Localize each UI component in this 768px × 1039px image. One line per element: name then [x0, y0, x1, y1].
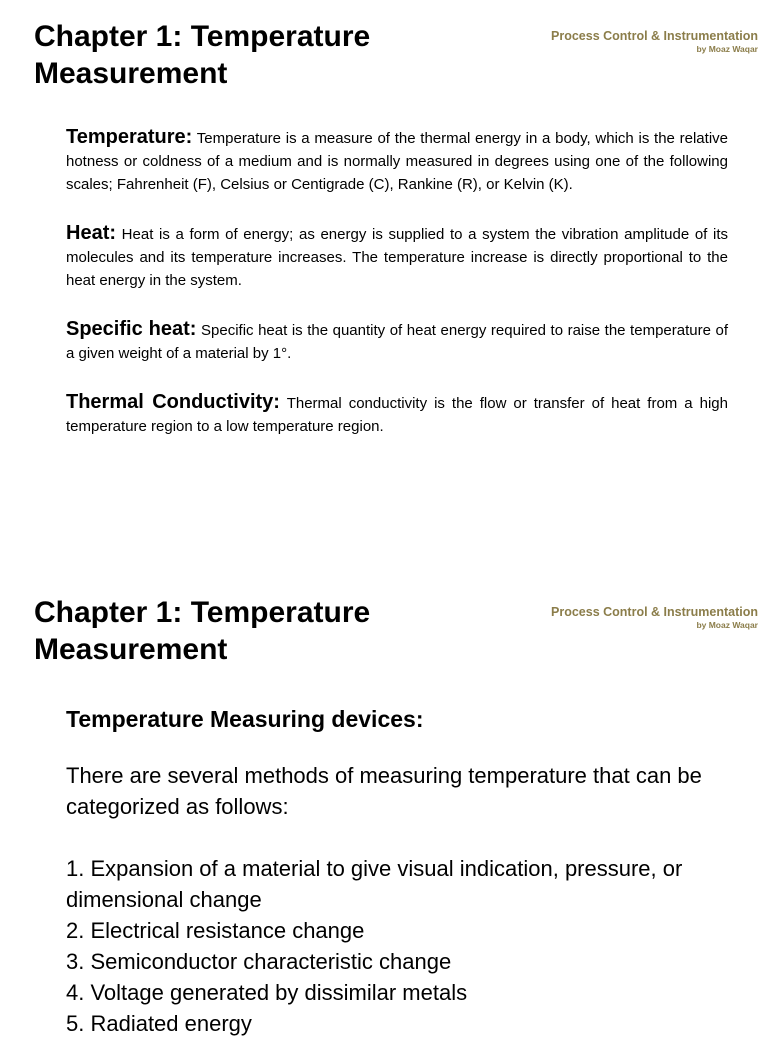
- definition-text: Heat is a form of energy; as energy is supplied to a system the vibration amplitude of its molecules and its temperature increases. The temperature increase is directly proportional to the heat energy in the system.: [66, 226, 728, 289]
- slide-measuring-devices: [0, 576, 768, 1036]
- methods-list: [66, 853, 730, 1039]
- definition-term: Heat:: [66, 222, 117, 244]
- list-item: 5. Radiated energy: [66, 1011, 252, 1036]
- list-item: 4. Voltage generated by dissimilar metals: [66, 980, 468, 1005]
- section-heading: Temperature Measuring devices:: [66, 706, 424, 732]
- chapter-title: Chapter 1: Temperature Measurement: [34, 20, 371, 90]
- definition-heat: [66, 222, 728, 292]
- list-item: 2. Electrical resistance change: [66, 918, 365, 943]
- definition-term: Thermal Conductivity:: [66, 391, 280, 413]
- list-item: 3. Semiconductor characteristic change: [66, 949, 452, 974]
- brand-author: by Moaz Waqar: [696, 620, 758, 630]
- definition-thermal-conductivity: [66, 391, 728, 438]
- definition-term: Specific heat:: [66, 318, 197, 340]
- brand-header: [551, 28, 758, 55]
- brand-name: Process Control & Instrumentation: [551, 605, 758, 619]
- chapter-title: Chapter 1: Temperature Measurement: [34, 596, 371, 666]
- list-item: 1. Expansion of a material to give visual indication, pressure, or dimensional change: [66, 856, 683, 912]
- brand-author: by Moaz Waqar: [696, 44, 758, 54]
- definition-text: Temperature is a measure of the thermal energy in a body, which is the relative hotness or coldness of a medium and is normally measured in degrees using one of the following scales; Fahrenheit (F), Celsius or Centigrade (C), Rankine (R), or Kelvin (K).: [66, 130, 728, 193]
- intro-paragraph: There are several methods of measuring temperature that can be categorized as follows:: [66, 763, 702, 819]
- measuring-devices-content: [66, 704, 730, 1039]
- definition-text: Specific heat is the quantity of heat energy required to raise the temperature of a given weight of a material by 1°.: [66, 322, 728, 362]
- definition-term: Temperature:: [66, 126, 193, 148]
- brand-name: Process Control & Instrumentation: [551, 29, 758, 43]
- definitions-list: [66, 126, 728, 464]
- definition-temperature: [66, 126, 728, 196]
- definition-specific-heat: [66, 318, 728, 365]
- definition-text: Thermal conductivity is the flow or transfer of heat from a high temperature region to a low temperature region.: [66, 395, 728, 435]
- brand-header: [551, 604, 758, 631]
